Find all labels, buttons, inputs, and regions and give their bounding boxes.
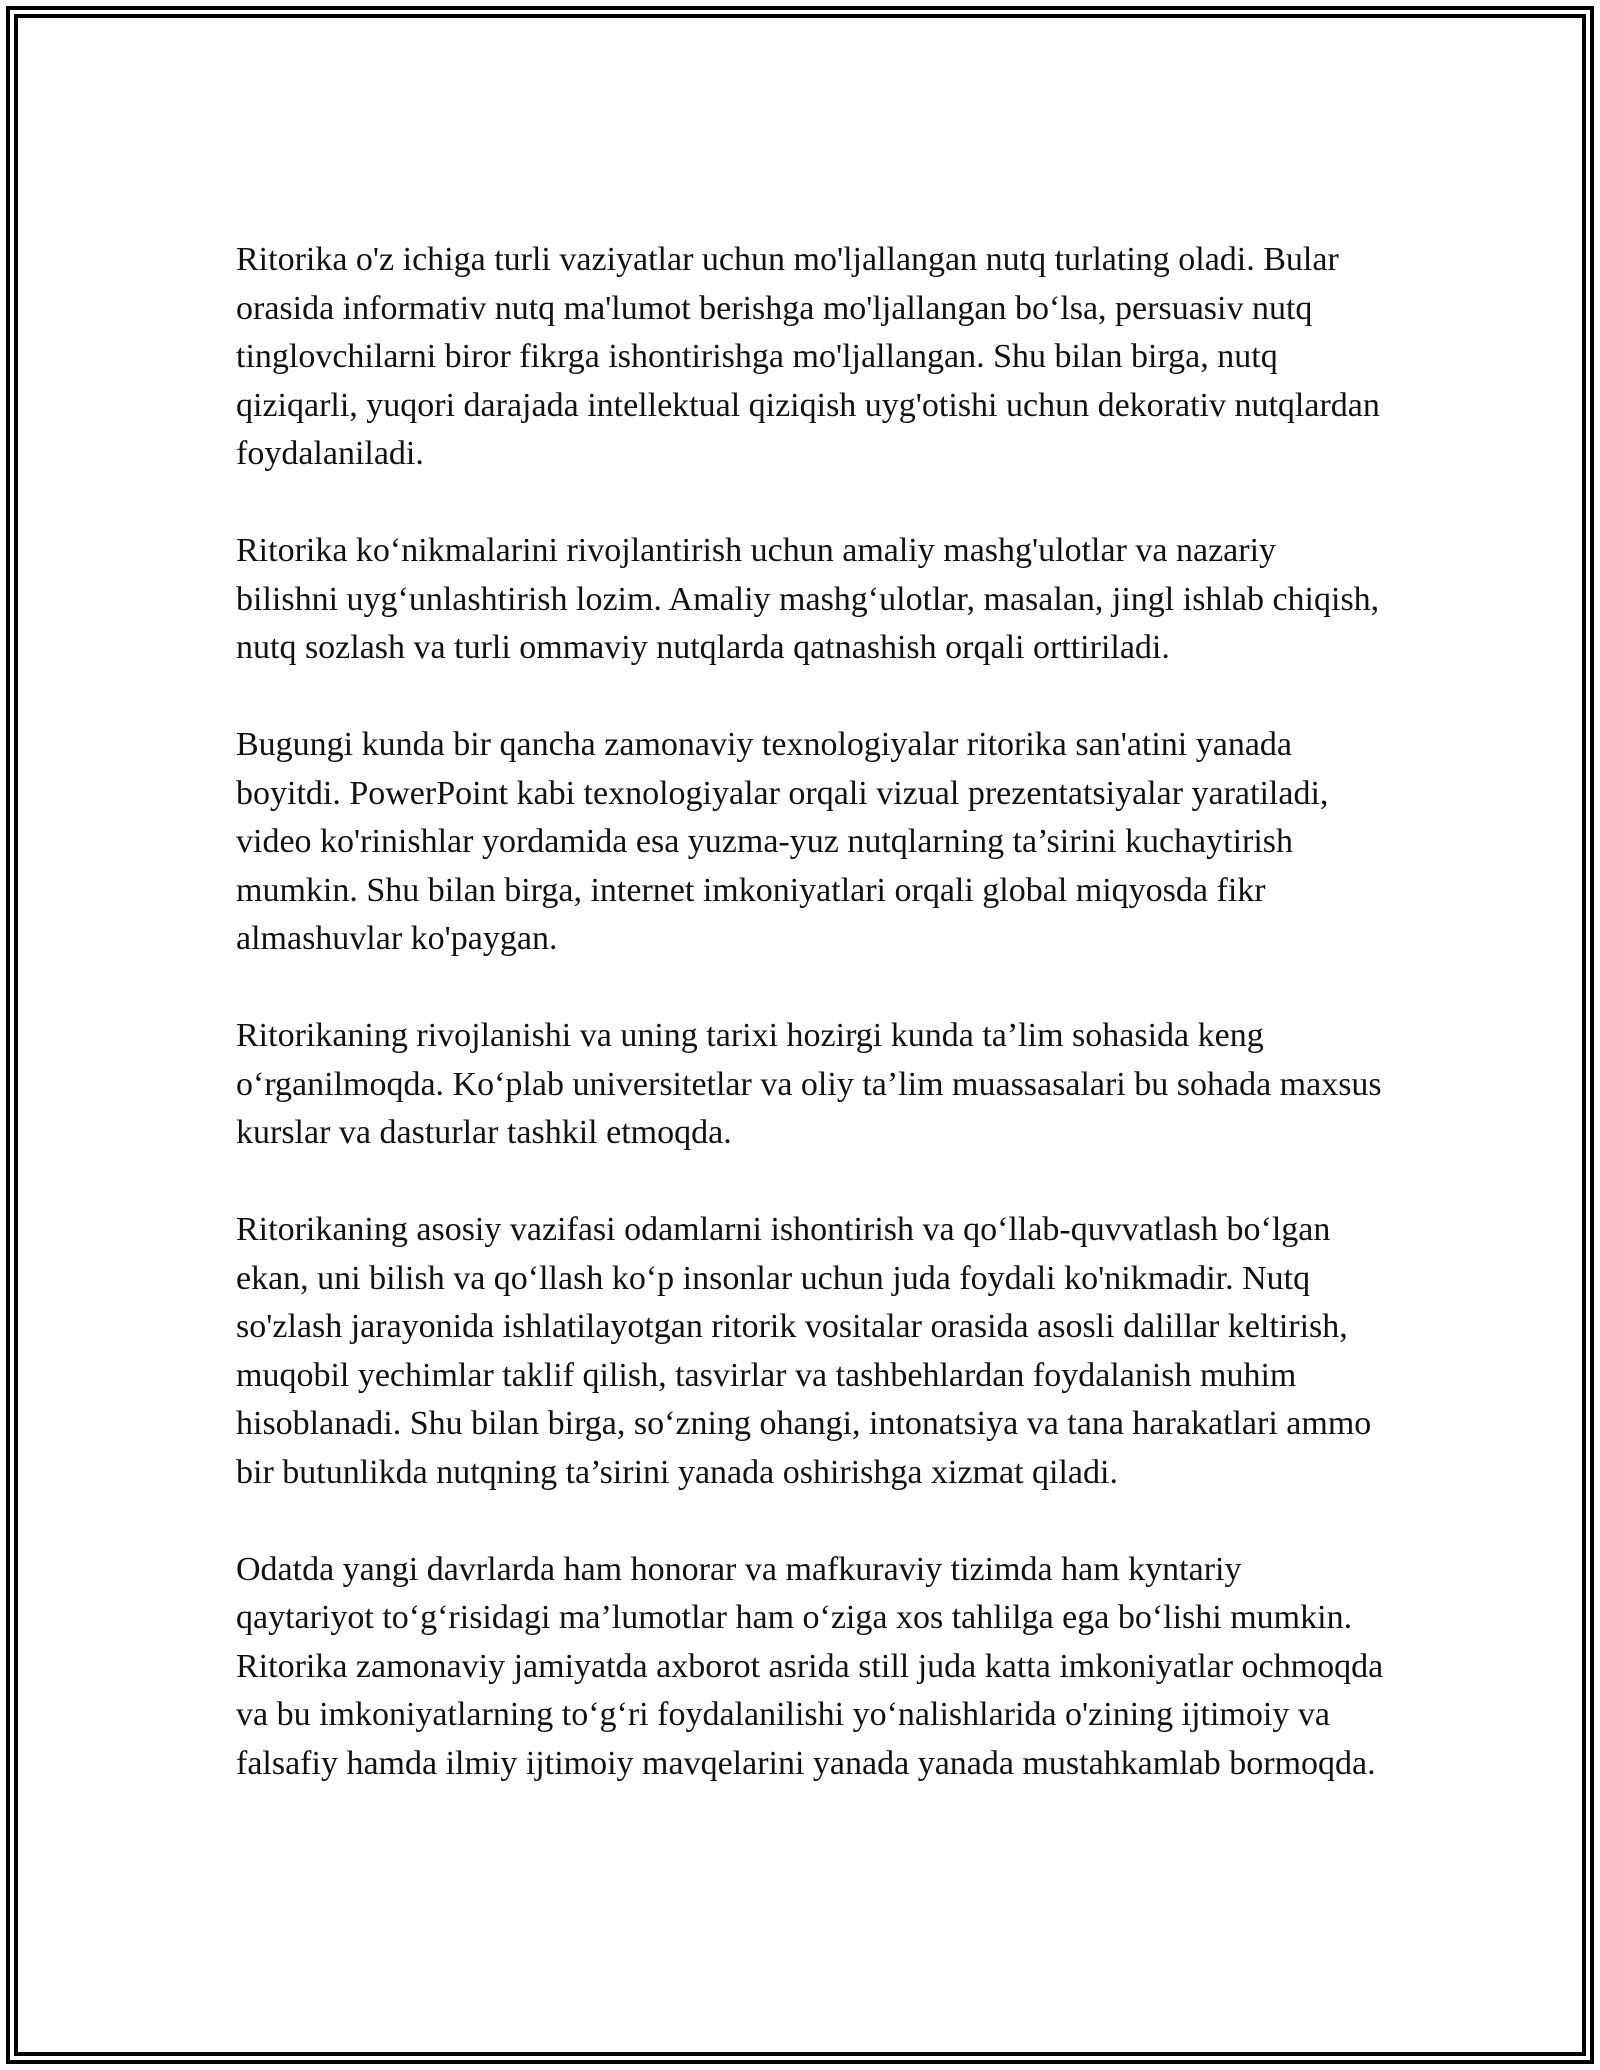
- paragraph-4: Ritorikaning rivojlanishi va uning tarixi hozirgi kunda ta’lim sohasida keng o‘rganilmoqda. Ko‘plab universitetlar va oliy ta’lim muassasalari bu sohada maxsus kurslar va dasturlar tashkil etmoqda.: [236, 1017, 1382, 1151]
- paragraph-1: Ritorika o'z ichiga turli vaziyatlar uchun mo'ljallangan nutq turlating oladi. Bular orasida informativ nutq ma'lumot berishga mo'ljallangan bo‘lsa, persuasiv nutq tinglovchilarni biror fikrga ishontirishga mo'ljallangan. Shu bilan birga, nutq qiziqarli, yuqori darajada intellektual qiziqish uyg'otishi uchun dekorativ nutqlardan foydalaniladi.: [236, 241, 1380, 472]
- document-body: [236, 236, 1386, 1788]
- paragraph-3: Bugungi kunda bir qancha zamonaviy texnologiyalar ritorika san'atini yanada boyitdi. PowerPoint kabi texnologiyalar orqali vizual prezentatsiyalar yaratiladi, video ko'rinishlar yordamida esa yuzma-yuz nutqlarning ta’sirini kuchaytirish mumkin. Shu bilan birga, internet imkoniyatlari orqali global miqyosda fikr almashuvlar ko'paygan.: [236, 726, 1329, 957]
- paragraph-2: Ritorika ko‘nikmalarini rivojlantirish uchun amaliy mashg'ulotlar va nazariy bilishni uyg‘unlashtirish lozim. Amaliy mashg‘ulotlar, masalan, jingl ishlab chiqish, nutq sozlash va turli ommaviy nutqlarda qatnashish orqali orttiriladi.: [236, 532, 1380, 666]
- paragraph-6: Odatda yangi davrlarda ham honorar va mafkuraviy tizimda ham kyntariy qaytariyot to‘g‘risidagi ma’lumotlar ham o‘ziga xos tahlilga ega bo‘lishi mumkin. Ritorika zamonaviy jamiyatda axborot asrida still juda katta imkoniyatlar ochmoqda va bu imkoniyatlarning to‘g‘ri foydalanilishi yo‘nalishlarida o'zining ijtimoiy va falsafiy hamda ilmiy ijtimoiy mavqelarini yanada yanada mustahkamlab bormoqda.: [236, 1550, 1384, 1782]
- paragraph-5: Ritorikaning asosiy vazifasi odamlarni ishontirish va qo‘llab-quvvatlash bo‘lgan ekan, uni bilish va qo‘llash ko‘p insonlar uchun juda foydali ko'nikmadir. Nutq so'zlash jarayonida ishlatilayotgan ritorik vositalar orasida asosli dalillar keltirish, muqobil yechimlar taklif qilish, tasvirlar va tashbehlardan foydalanish muhim hisoblanadi. Shu bilan birga, so‘zning ohangi, intonatsiya va tana harakatlari ammo bir butunlikda nutqning ta’sirini yanada oshirishga xizmat qiladi.: [236, 1211, 1372, 1491]
